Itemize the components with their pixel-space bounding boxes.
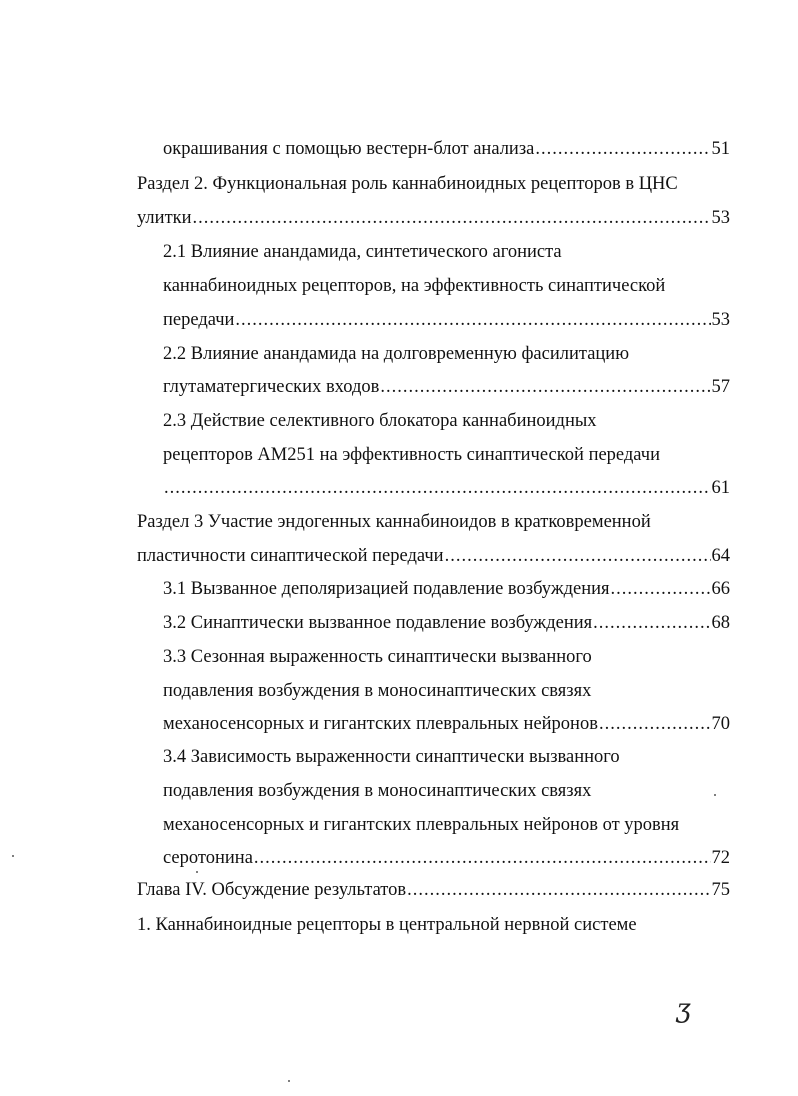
toc-entry-text: рецепторов АМ251 на эффективность синаптической передачи: [163, 445, 660, 465]
toc-leader-dots: [235, 308, 710, 332]
toc-entry-text: улитки: [137, 208, 192, 228]
toc-page-number: 51: [711, 139, 730, 159]
toc-page-number: 53: [711, 310, 730, 330]
toc-subsection-text: [163, 443, 660, 467]
toc-page-number: 64: [711, 546, 730, 566]
toc-leader-dots: [593, 611, 710, 635]
toc-subsection-text: [163, 274, 665, 298]
toc-subsection-text: [163, 342, 629, 366]
toc-leader-dots: [164, 476, 711, 500]
toc-entry-text: 2.3 Действие селективного блокатора каннабиноидных: [163, 411, 597, 431]
toc-entry-text: серотонина: [163, 848, 253, 868]
toc-entry-text: окрашивания с помощью вестерн-блот анализа: [163, 139, 535, 159]
toc-entry-text: каннабиноидных рецепторов, на эффективность синаптической: [163, 276, 666, 296]
toc-entry: [163, 611, 730, 635]
scan-speck: [196, 871, 198, 873]
toc-page-number: 66: [711, 579, 730, 599]
handwritten-mark: ʒ: [676, 994, 691, 1024]
toc-page-number: 53: [711, 208, 730, 228]
toc-page-number: 68: [711, 613, 730, 633]
toc-entry-text: подавления возбуждения в моносинаптических связях: [163, 681, 592, 701]
toc-entry-text: механосенсорных и гигантских плевральных нейронов: [163, 714, 598, 734]
toc-leader-dots: [535, 137, 710, 161]
toc-leader-dots: [193, 206, 711, 230]
toc-entry-text: 1. Каннабиноидные рецепторы в центральной нервной системе: [137, 915, 637, 935]
toc-leader-dots: [380, 375, 710, 399]
toc-page-number: 57: [711, 377, 730, 397]
scan-speck: [12, 855, 14, 857]
toc-entry-text: 2.1 Влияние анандамида, синтетического агониста: [163, 242, 562, 262]
toc-entry-text: пластичности синаптической передачи: [137, 546, 444, 566]
toc-leader-dots: [611, 577, 711, 601]
toc-entry: [163, 375, 730, 399]
toc-entry-text: 3.4 Зависимость выраженности синаптически вызванного: [163, 747, 620, 767]
scan-speck: [288, 1080, 290, 1082]
toc-leader-dots: [599, 712, 711, 736]
toc-entry-text: Глава IV. Обсуждение результатов: [137, 880, 407, 900]
toc-section-heading: [137, 913, 637, 937]
toc-subsection-text: [163, 679, 591, 703]
toc-leader-dots: [254, 846, 711, 870]
toc-entry: [137, 878, 730, 902]
toc-entry: [163, 712, 730, 736]
toc-entry-text: 3.1 Вызванное деполяризацией подавление возбуждения: [163, 579, 610, 599]
toc-entry-text: 3.3 Сезонная выраженность синаптически вызванного: [163, 647, 592, 667]
toc-entry-text: механосенсорных и гигантских плевральных нейронов от уровня: [163, 815, 680, 835]
toc-entry-text: 2.2 Влияние анандамида на долговременную фасилитацию: [163, 344, 630, 364]
toc-leader-dots: [445, 544, 711, 568]
toc-entry: [137, 544, 730, 568]
toc-section-heading: [137, 510, 651, 534]
toc-leader-dots: [407, 878, 710, 902]
toc-page-number: 61: [711, 478, 730, 498]
toc-entry-text: Раздел 3 Участие эндогенных каннабиноидов в кратковременной: [137, 512, 651, 532]
toc-entry: [163, 846, 730, 870]
toc-subsection-text: [163, 240, 562, 264]
toc-entry: [163, 137, 730, 161]
toc-entry-text: 3.2 Синаптически вызванное подавление возбуждения: [163, 613, 593, 633]
toc-subsection-text: [163, 409, 597, 433]
toc-entry-text: передачи: [163, 310, 235, 330]
toc-subsection-text: [163, 813, 679, 837]
toc-entry-text: подавления возбуждения в моносинаптических связях: [163, 781, 592, 801]
toc-entry: [163, 308, 730, 332]
toc-section-heading: [137, 172, 678, 196]
toc-entry: [163, 476, 730, 500]
toc-subsection-text: [163, 779, 591, 803]
toc-entry: [163, 577, 730, 601]
toc-entry: [137, 206, 730, 230]
toc-subsection-text: [163, 745, 620, 769]
toc-page-number: 70: [711, 714, 730, 734]
toc-page-number: 75: [711, 880, 730, 900]
toc-entry-text: глутаматергических входов: [163, 377, 380, 397]
toc-page-number: 72: [711, 848, 730, 868]
toc-subsection-text: [163, 645, 592, 669]
scan-speck: [714, 794, 716, 796]
toc-entry-text: Раздел 2. Функциональная роль каннабиноидных рецепторов в ЦНС: [137, 174, 678, 194]
